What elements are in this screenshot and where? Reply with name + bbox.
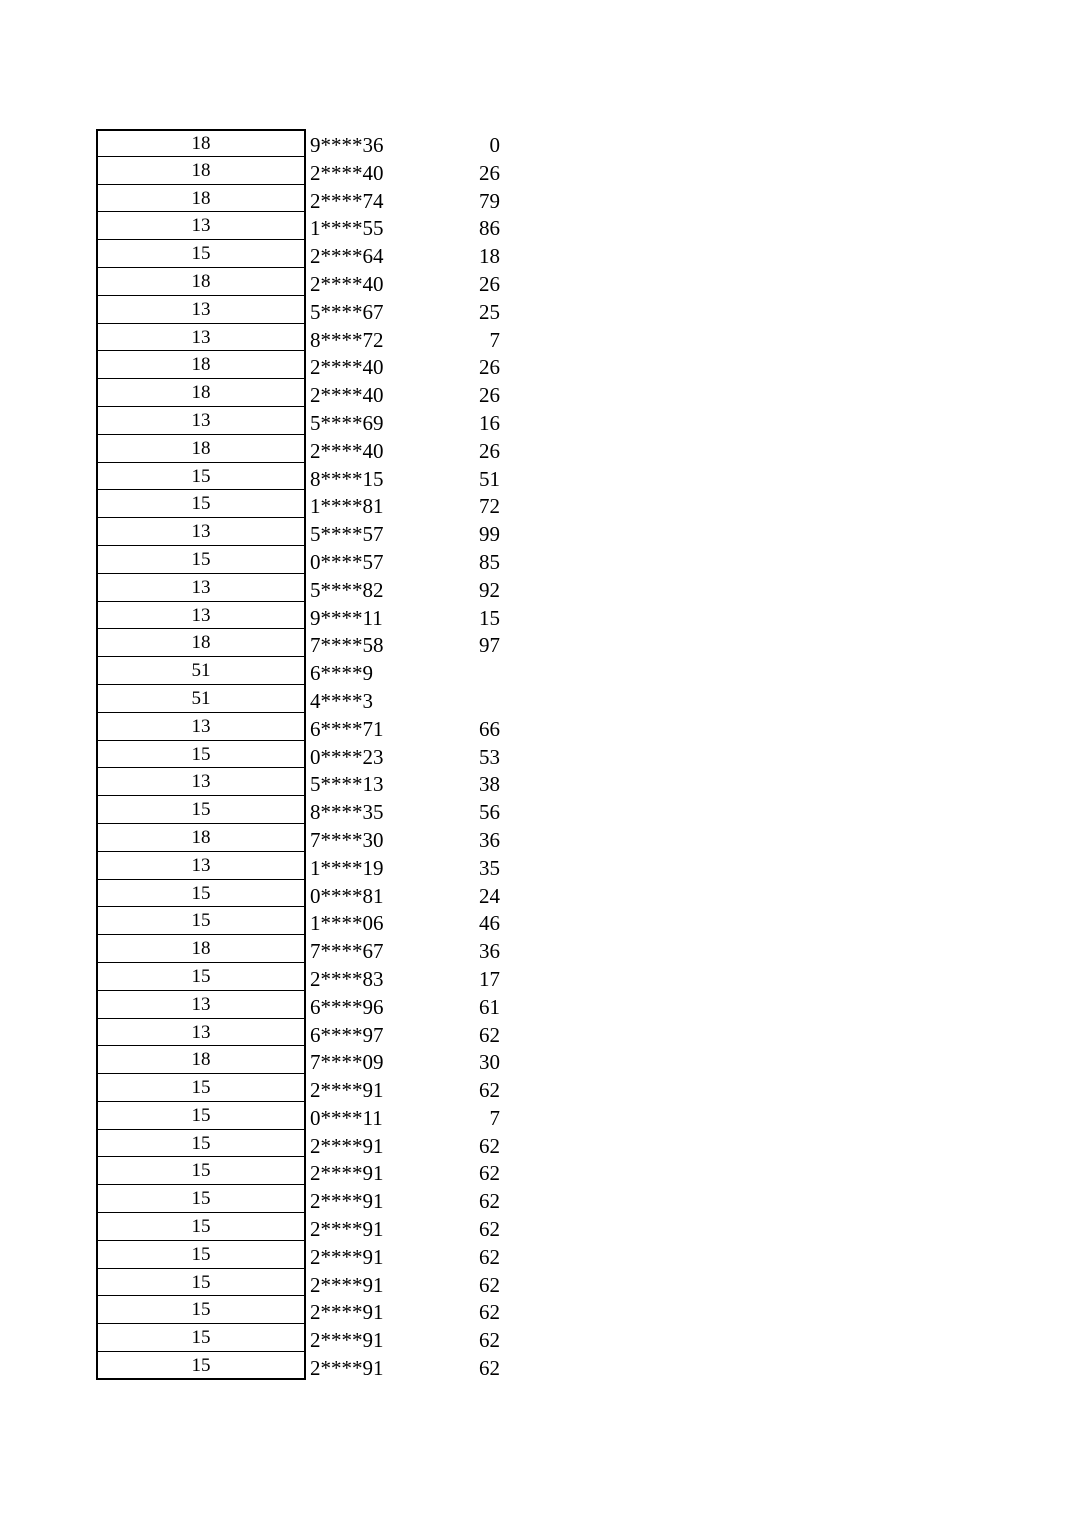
code-cell[interactable]: 15 bbox=[96, 963, 306, 991]
table-row bbox=[96, 1074, 516, 1102]
code-cell[interactable]: 18 bbox=[96, 629, 306, 657]
table-row bbox=[96, 741, 516, 769]
code-cell[interactable]: 18 bbox=[96, 157, 306, 185]
table-row bbox=[96, 824, 516, 852]
value-cell[interactable]: 62 bbox=[479, 1189, 500, 1214]
value-cell[interactable]: 26 bbox=[479, 438, 500, 463]
masked-number-cell[interactable]: 2****74 bbox=[310, 188, 384, 213]
code-cell[interactable]: 15 bbox=[96, 1102, 306, 1130]
value-cell[interactable]: 0 bbox=[489, 133, 500, 157]
masked-number-cell[interactable]: 7****58 bbox=[310, 633, 384, 658]
code-cell[interactable]: 15 bbox=[96, 1269, 306, 1297]
value-cell[interactable]: 18 bbox=[479, 244, 500, 269]
masked-number-cell[interactable]: 2****91 bbox=[310, 1078, 384, 1103]
value-cell[interactable]: 62 bbox=[479, 1217, 500, 1242]
table-row bbox=[96, 796, 516, 824]
masked-number-cell[interactable]: 2****91 bbox=[310, 1217, 384, 1242]
table-row bbox=[96, 240, 516, 268]
value-cell[interactable]: 26 bbox=[479, 271, 500, 296]
code-cell[interactable]: 18 bbox=[96, 379, 306, 407]
value-cell[interactable]: 51 bbox=[479, 466, 500, 491]
code-cell[interactable]: 15 bbox=[96, 546, 306, 574]
code-cell[interactable]: 13 bbox=[96, 324, 306, 352]
value-cell[interactable]: 26 bbox=[479, 355, 500, 380]
value-cell[interactable]: 56 bbox=[479, 800, 500, 825]
table-row bbox=[96, 602, 516, 630]
masked-number-cell[interactable]: 5****67 bbox=[310, 299, 384, 324]
code-cell[interactable]: 13 bbox=[96, 852, 306, 880]
code-cell[interactable]: 18 bbox=[96, 129, 306, 157]
masked-number-cell[interactable]: 0****11 bbox=[310, 1105, 383, 1130]
table-row bbox=[96, 1213, 516, 1241]
code-cell[interactable]: 15 bbox=[96, 1157, 306, 1185]
masked-number-cell[interactable]: 4****3 bbox=[310, 688, 373, 713]
code-cell[interactable]: 15 bbox=[96, 490, 306, 518]
code-cell[interactable]: 13 bbox=[96, 296, 306, 324]
value-cell[interactable]: 86 bbox=[479, 216, 500, 241]
code-cell[interactable]: 15 bbox=[96, 1241, 306, 1269]
table-row bbox=[96, 490, 516, 518]
code-cell[interactable]: 15 bbox=[96, 880, 306, 908]
table-row bbox=[96, 1046, 516, 1074]
masked-number-cell[interactable]: 7****30 bbox=[310, 827, 384, 852]
value-cell[interactable]: 62 bbox=[479, 1161, 500, 1186]
value-cell[interactable]: 26 bbox=[479, 383, 500, 408]
table-row bbox=[96, 1241, 516, 1269]
masked-number-cell[interactable]: 1****19 bbox=[310, 855, 384, 880]
code-cell[interactable]: 13 bbox=[96, 212, 306, 240]
table-row bbox=[96, 435, 516, 463]
masked-number-cell[interactable]: 2****91 bbox=[310, 1272, 384, 1297]
code-cell[interactable]: 15 bbox=[96, 741, 306, 769]
code-cell[interactable]: 51 bbox=[96, 685, 306, 713]
masked-number-cell[interactable]: 9****36 bbox=[310, 133, 384, 157]
code-cell[interactable]: 13 bbox=[96, 602, 306, 630]
value-cell[interactable]: 62 bbox=[479, 1022, 500, 1047]
masked-number-cell[interactable]: 8****72 bbox=[310, 327, 384, 352]
masked-number-cell[interactable]: 2****40 bbox=[310, 438, 384, 463]
table-row bbox=[96, 518, 516, 546]
code-cell[interactable]: 13 bbox=[96, 518, 306, 546]
masked-number-cell[interactable]: 6****9 bbox=[310, 661, 373, 686]
table-row bbox=[96, 685, 516, 713]
table-row bbox=[96, 935, 516, 963]
table-row bbox=[96, 963, 516, 991]
table-row bbox=[96, 463, 516, 491]
masked-number-cell[interactable]: 5****13 bbox=[310, 772, 384, 797]
code-cell[interactable]: 13 bbox=[96, 574, 306, 602]
table-row bbox=[96, 768, 516, 796]
table-row bbox=[96, 629, 516, 657]
masked-number-cell[interactable]: 1****55 bbox=[310, 216, 384, 241]
code-cell[interactable]: 15 bbox=[96, 1213, 306, 1241]
value-cell[interactable] bbox=[430, 685, 500, 713]
masked-number-cell[interactable]: 2****91 bbox=[310, 1161, 384, 1186]
masked-number-cell[interactable]: 8****35 bbox=[310, 800, 384, 825]
masked-number-cell[interactable]: 9****11 bbox=[310, 605, 383, 630]
masked-number-cell[interactable]: 7****67 bbox=[310, 939, 384, 964]
code-cell[interactable]: 18 bbox=[96, 268, 306, 296]
masked-number-cell[interactable]: 2****40 bbox=[310, 160, 384, 185]
value-cell[interactable]: 53 bbox=[479, 744, 500, 769]
masked-number-cell[interactable]: 2****40 bbox=[310, 355, 384, 380]
value-cell[interactable]: 85 bbox=[479, 549, 500, 574]
code-cell[interactable]: 15 bbox=[96, 1130, 306, 1158]
masked-number-cell[interactable]: 2****91 bbox=[310, 1244, 384, 1269]
table-row bbox=[96, 657, 516, 685]
table-row bbox=[96, 1269, 516, 1297]
masked-number-cell[interactable]: 5****69 bbox=[310, 410, 384, 435]
masked-number-cell[interactable]: 2****91 bbox=[310, 1300, 384, 1325]
code-cell[interactable]: 13 bbox=[96, 768, 306, 796]
code-cell[interactable]: 15 bbox=[96, 1324, 306, 1352]
table-row bbox=[96, 351, 516, 379]
code-cell[interactable]: 18 bbox=[96, 935, 306, 963]
masked-number-cell[interactable]: 2****91 bbox=[310, 1133, 384, 1158]
masked-number-cell[interactable]: 2****64 bbox=[310, 244, 384, 269]
code-cell[interactable]: 13 bbox=[96, 991, 306, 1019]
value-cell[interactable]: 97 bbox=[479, 633, 500, 658]
code-cell[interactable]: 15 bbox=[96, 1185, 306, 1213]
value-cell[interactable]: 38 bbox=[479, 772, 500, 797]
value-cell[interactable]: 7 bbox=[489, 327, 500, 352]
code-cell[interactable]: 18 bbox=[96, 351, 306, 379]
masked-number-cell[interactable]: 6****96 bbox=[310, 994, 384, 1019]
value-cell[interactable] bbox=[430, 657, 500, 685]
masked-number-cell[interactable]: 2****40 bbox=[310, 383, 384, 408]
table-row bbox=[96, 713, 516, 741]
table-row bbox=[96, 546, 516, 574]
value-cell[interactable]: 25 bbox=[479, 299, 500, 324]
table-row bbox=[96, 852, 516, 880]
table-row bbox=[96, 907, 516, 935]
code-cell[interactable]: 15 bbox=[96, 463, 306, 491]
value-cell[interactable]: 62 bbox=[479, 1328, 500, 1353]
value-cell[interactable]: 15 bbox=[479, 605, 500, 630]
table-row bbox=[96, 212, 516, 240]
value-cell[interactable]: 62 bbox=[479, 1244, 500, 1269]
table-row bbox=[96, 129, 516, 157]
table-row bbox=[96, 296, 516, 324]
value-cell[interactable]: 62 bbox=[479, 1078, 500, 1103]
value-cell[interactable]: 92 bbox=[479, 577, 500, 602]
value-cell[interactable]: 36 bbox=[479, 827, 500, 852]
value-cell[interactable]: 46 bbox=[479, 911, 500, 936]
code-cell[interactable]: 18 bbox=[96, 824, 306, 852]
table-row bbox=[96, 880, 516, 908]
value-cell[interactable]: 62 bbox=[479, 1356, 500, 1381]
masked-number-cell[interactable]: 1****81 bbox=[310, 494, 384, 519]
masked-number-cell[interactable]: 5****82 bbox=[310, 577, 384, 602]
table-row bbox=[96, 185, 516, 213]
code-cell[interactable]: 51 bbox=[96, 657, 306, 685]
code-cell[interactable]: 13 bbox=[96, 713, 306, 741]
code-cell[interactable]: 13 bbox=[96, 1019, 306, 1047]
value-cell[interactable]: 62 bbox=[479, 1300, 500, 1325]
table-row bbox=[96, 268, 516, 296]
value-cell[interactable]: 66 bbox=[479, 716, 500, 741]
masked-number-cell[interactable]: 2****91 bbox=[310, 1189, 384, 1214]
table-row bbox=[96, 407, 516, 435]
value-cell[interactable]: 7 bbox=[489, 1105, 500, 1130]
code-cell[interactable]: 18 bbox=[96, 1046, 306, 1074]
value-cell[interactable]: 35 bbox=[479, 855, 500, 880]
value-cell[interactable]: 99 bbox=[479, 522, 500, 547]
table-row bbox=[96, 1352, 516, 1380]
masked-number-cell[interactable]: 0****57 bbox=[310, 549, 384, 574]
table-row bbox=[96, 991, 516, 1019]
value-cell[interactable]: 17 bbox=[479, 966, 500, 991]
masked-number-cell[interactable]: 1****06 bbox=[310, 911, 384, 936]
value-cell[interactable]: 62 bbox=[479, 1272, 500, 1297]
code-cell[interactable]: 15 bbox=[96, 1352, 306, 1380]
code-cell[interactable]: 15 bbox=[96, 1074, 306, 1102]
code-cell[interactable]: 15 bbox=[96, 907, 306, 935]
masked-number-cell[interactable]: 0****23 bbox=[310, 744, 384, 769]
value-cell[interactable]: 79 bbox=[479, 188, 500, 213]
value-cell[interactable]: 26 bbox=[479, 160, 500, 185]
table-row bbox=[96, 157, 516, 185]
masked-number-cell[interactable]: 0****81 bbox=[310, 883, 384, 908]
table-row bbox=[96, 379, 516, 407]
value-cell[interactable]: 24 bbox=[479, 883, 500, 908]
table-row bbox=[96, 1157, 516, 1185]
masked-number-cell[interactable]: 2****91 bbox=[310, 1328, 384, 1353]
table-row bbox=[96, 574, 516, 602]
value-cell[interactable]: 61 bbox=[479, 994, 500, 1019]
value-cell[interactable]: 16 bbox=[479, 410, 500, 435]
masked-number-cell[interactable]: 7****09 bbox=[310, 1050, 384, 1075]
code-cell[interactable]: 18 bbox=[96, 435, 306, 463]
table-row bbox=[96, 1185, 516, 1213]
value-cell[interactable]: 30 bbox=[479, 1050, 500, 1075]
table-row bbox=[96, 1019, 516, 1047]
table-row bbox=[96, 324, 516, 352]
code-cell[interactable]: 15 bbox=[96, 796, 306, 824]
code-cell[interactable]: 18 bbox=[96, 185, 306, 213]
masked-number-cell[interactable]: 2****83 bbox=[310, 966, 384, 991]
masked-number-cell[interactable]: 6****71 bbox=[310, 716, 384, 741]
table-row bbox=[96, 1324, 516, 1352]
masked-number-cell[interactable]: 5****57 bbox=[310, 522, 384, 547]
table-row bbox=[96, 1296, 516, 1324]
code-cell[interactable]: 15 bbox=[96, 1296, 306, 1324]
code-cell[interactable]: 13 bbox=[96, 407, 306, 435]
table-row bbox=[96, 1102, 516, 1130]
table-row bbox=[96, 1130, 516, 1158]
value-cell[interactable]: 62 bbox=[479, 1133, 500, 1158]
masked-number-cell[interactable]: 8****15 bbox=[310, 466, 384, 491]
masked-number-cell[interactable]: 6****97 bbox=[310, 1022, 384, 1047]
masked-number-cell[interactable]: 2****91 bbox=[310, 1356, 384, 1381]
value-cell[interactable]: 72 bbox=[479, 494, 500, 519]
spreadsheet-table bbox=[96, 129, 516, 1380]
code-cell[interactable]: 15 bbox=[96, 240, 306, 268]
masked-number-cell[interactable]: 2****40 bbox=[310, 271, 384, 296]
value-cell[interactable]: 36 bbox=[479, 939, 500, 964]
